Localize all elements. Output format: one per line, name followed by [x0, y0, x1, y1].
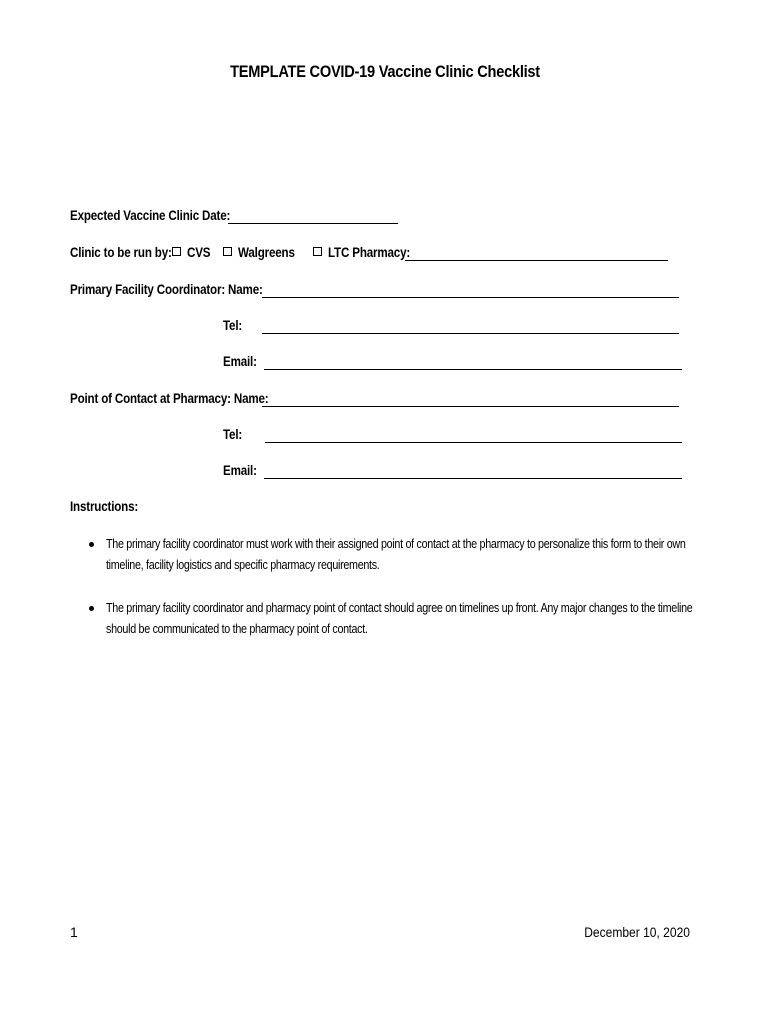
primary-coordinator-row — [70, 282, 294, 297]
pharmacy-contact-row — [70, 391, 301, 406]
cvs-checkbox[interactable] — [172, 247, 181, 256]
walgreens-label: Walgreens — [238, 245, 295, 260]
bullet-icon — [89, 542, 94, 547]
primary-tel-row — [223, 318, 245, 333]
option-ltc-pharmacy[interactable] — [313, 245, 423, 260]
bullet-icon — [89, 606, 94, 611]
primary-tel-field[interactable] — [262, 333, 679, 334]
clinic-run-by-label: Clinic to be run by: — [70, 245, 172, 260]
instructions-heading-row — [70, 499, 149, 514]
instruction-item: The primary facility coordinator and pharmacy point of contact should agree on timelines up front. Any major changes to the timeline should be communicated to the pharmacy point of contact. — [106, 601, 693, 636]
pharmacy-email-field[interactable] — [264, 478, 682, 479]
pharmacy-tel-field[interactable] — [265, 442, 682, 443]
pharmacy-email-label: Email: — [223, 463, 257, 478]
option-cvs[interactable] — [172, 245, 214, 260]
footer-date: December 10, 2020 — [584, 924, 690, 940]
expected-date-label: Expected Vaccine Clinic Date: — [70, 208, 231, 223]
ltc-checkbox[interactable] — [313, 247, 322, 256]
pharmacy-tel-label: Tel: — [223, 427, 243, 442]
page-title: TEMPLATE COVID-19 Vaccine Clinic Checklist — [230, 62, 540, 81]
primary-email-row — [223, 354, 262, 369]
pharmacy-contact-name-field[interactable] — [262, 406, 679, 407]
walgreens-checkbox[interactable] — [223, 247, 232, 256]
expected-date-row — [70, 208, 256, 223]
primary-email-label: Email: — [223, 354, 257, 369]
cvs-label: CVS — [187, 245, 211, 260]
clinic-run-by-row — [70, 245, 188, 260]
instructions-heading: Instructions: — [70, 499, 139, 514]
pharmacy-contact-label: Point of Contact at Pharmacy: Name: — [70, 391, 269, 406]
ltc-pharmacy-field[interactable] — [405, 260, 668, 261]
option-walgreens[interactable] — [223, 245, 304, 260]
pharmacy-email-row — [223, 463, 262, 478]
instruction-item: The primary facility coordinator must work with their assigned point of contact at the pharmacy to personalize this form to their own timeline, facility logistics and specific pharmacy requirements. — [106, 537, 686, 572]
expected-date-field[interactable] — [228, 223, 398, 224]
primary-email-field[interactable] — [264, 369, 682, 370]
page-number: 1 — [70, 924, 78, 940]
primary-tel-label: Tel: — [223, 318, 243, 333]
primary-coordinator-name-field[interactable] — [262, 297, 679, 298]
ltc-label: LTC Pharmacy: — [328, 245, 411, 260]
primary-coordinator-label: Primary Facility Coordinator: Name: — [70, 282, 263, 297]
pharmacy-tel-row — [223, 427, 245, 442]
